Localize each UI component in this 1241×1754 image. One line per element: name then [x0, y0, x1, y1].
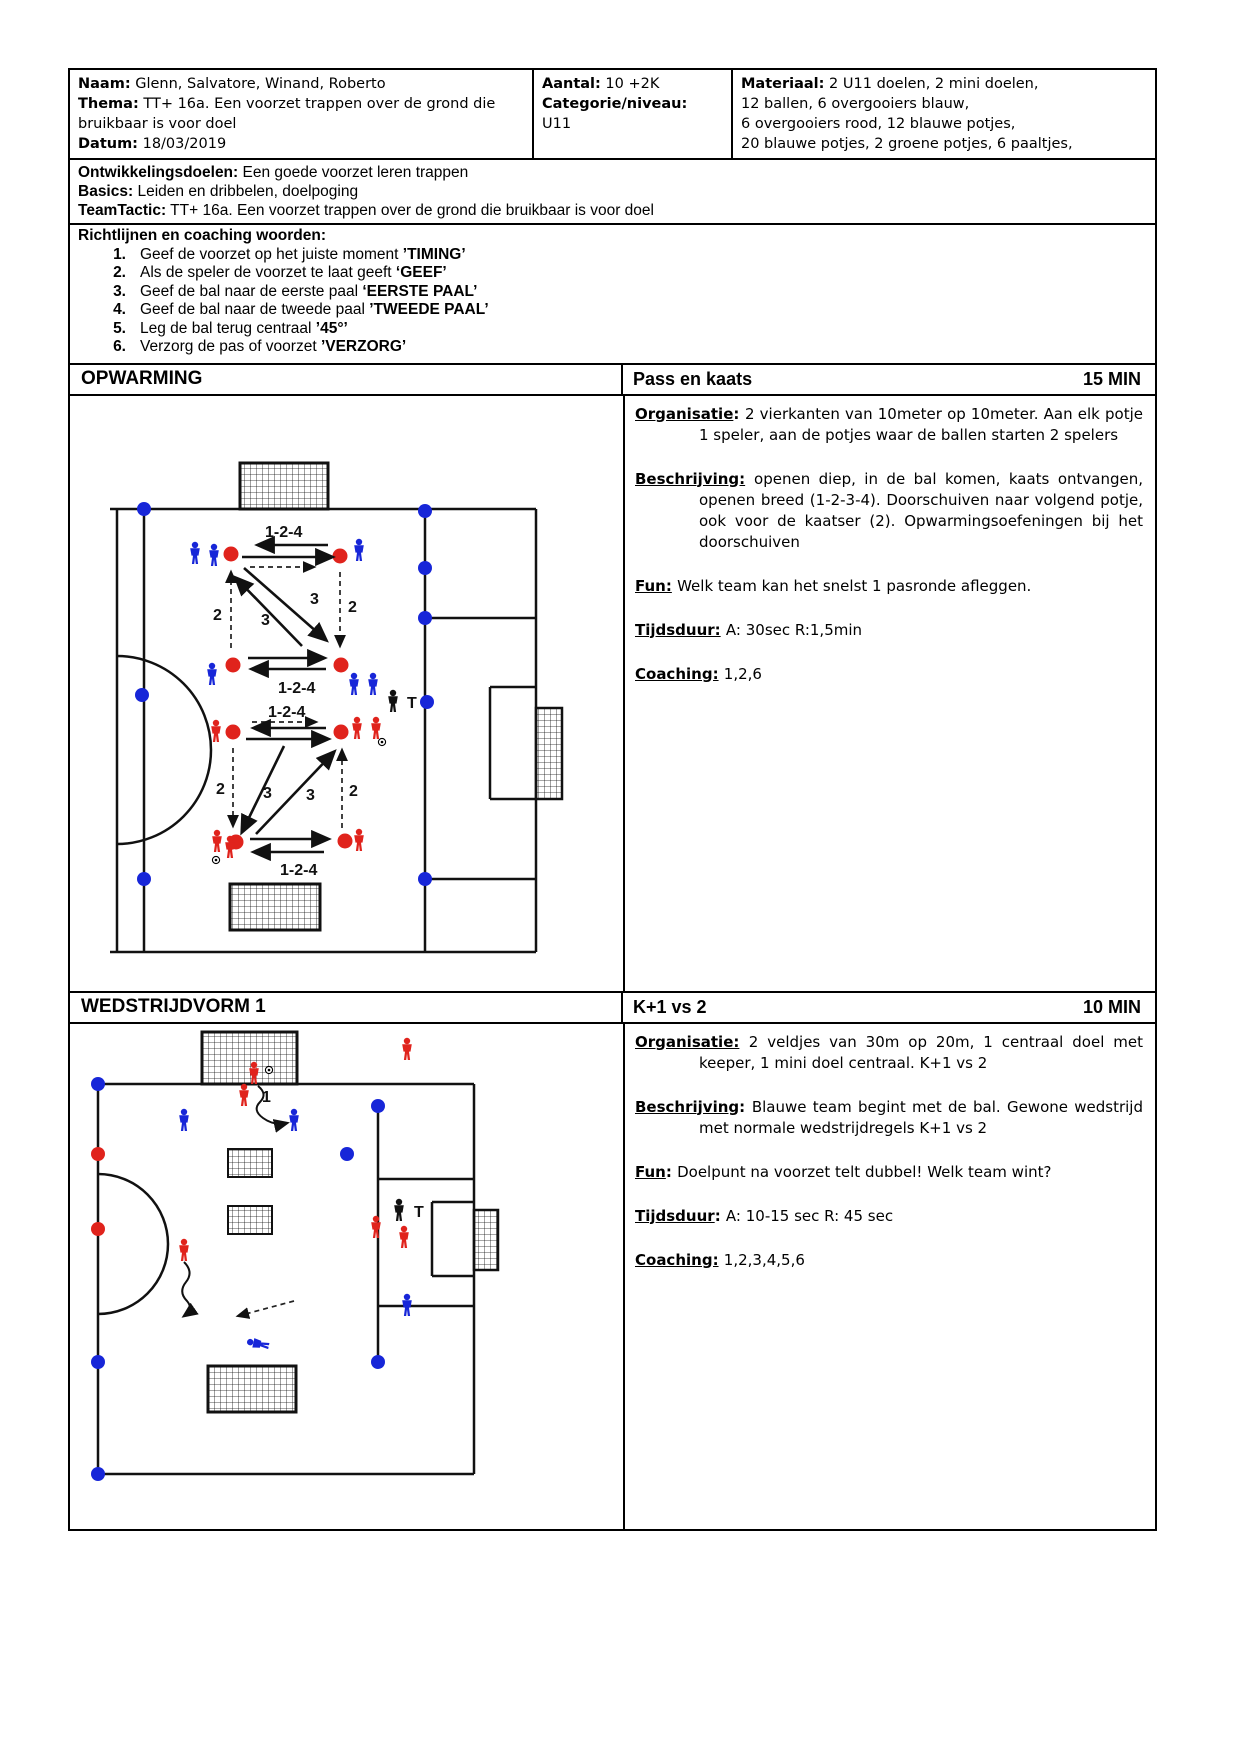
opwarming-diagram-cell	[70, 396, 625, 991]
trainer-label: T	[407, 694, 417, 712]
ball-icon	[378, 738, 385, 745]
goal-top	[240, 463, 328, 509]
move-number: 2	[213, 606, 222, 624]
dribble-paths	[182, 1086, 294, 1316]
guideline-item: 2. Als de speler de voorzet te laat geeft ‘GEEF’	[113, 264, 447, 281]
naam-label: Naam:	[78, 76, 131, 92]
fun-paragraph: Fun: Doelpunt na voorzet telt dubbel! Welk team wint?	[635, 1162, 1052, 1181]
field-lines	[110, 509, 536, 952]
exercise-name: K+1 vs 2	[633, 996, 707, 1017]
header-material-cell	[733, 70, 1155, 158]
categorie-label: Categorie/niveau:	[542, 96, 688, 112]
goal-right	[536, 708, 562, 799]
datum-value: 18/03/2019	[137, 136, 227, 152]
training-plan-document	[68, 68, 1157, 1531]
fun-paragraph: Fun: Welk team kan het snelst 1 pasronde afleggen.	[635, 576, 1032, 595]
move-number: 3	[263, 784, 272, 802]
materiaal-label: Materiaal:	[741, 76, 825, 92]
organisatie-paragraph: Organisatie: 2 veldjes van 30m op 20m, 1 centraal doel met keeper, 1 mini doel centraal. K+1 vs 2	[635, 1032, 1144, 1072]
move-number: 3	[310, 590, 319, 608]
guideline-item: 4. Geef de bal naar de tweede paal ’TWEEDE PAAL’	[113, 301, 489, 318]
datum-label: Datum:	[78, 136, 138, 152]
move-number: 2	[348, 598, 357, 616]
trainer-figure	[388, 689, 398, 711]
section2-exercise-header	[623, 993, 1155, 1022]
naam-value: Glenn, Salvatore, Winand, Roberto	[130, 76, 386, 92]
materiaal-line-3: 20 blauwe potjes, 2 groene potjes, 6 paaltjes,	[741, 136, 1073, 152]
sequence-label: 1-2-4	[278, 679, 316, 697]
sequence-label: 1-2-4	[280, 861, 318, 879]
section1-body	[70, 396, 1155, 993]
guideline-item: 1. Geef de voorzet op het juiste moment ’TIMING’	[113, 245, 466, 263]
mini-goal	[228, 1206, 272, 1234]
section2-title: WEDSTRIJDVORM 1	[70, 993, 623, 1022]
tijdsduur-paragraph: Tijdsduur: A: 30sec R:1,5min	[635, 620, 863, 639]
header-name-theme-cell	[70, 70, 534, 158]
section1-title: OPWARMING	[70, 365, 623, 394]
basics-line: Basics: Leiden en dribbelen, doelpoging	[78, 183, 359, 200]
mini-goal	[228, 1149, 272, 1177]
tijdsduur-paragraph: Tijdsduur: A: 10-15 sec R: 45 sec	[635, 1206, 894, 1225]
goal-top	[202, 1032, 297, 1084]
guideline-item: 6. Verzorg de pas of voorzet ’VERZORG’	[113, 338, 407, 355]
ball-icon	[265, 1066, 272, 1073]
diagram-labels	[213, 524, 358, 879]
wedstrijdvorm-diagram	[70, 1024, 623, 1529]
pass-arrows-bottom-square	[233, 722, 342, 852]
move-number: 2	[349, 782, 358, 800]
beschrijving-paragraph: Beschrijving: openen diep, in de bal komen, kaats ontvangen, openen breed (1-2-3-4). Doorschuiven naar volgend potje, ook voor de kaatser (2). Opwarmingsoefeningen bij het doorschuiven	[635, 469, 1143, 551]
section1-exercise-header	[623, 365, 1155, 394]
header-count-category-cell	[534, 70, 733, 158]
exercise-name: Pass en kaats	[633, 368, 753, 389]
wedstrijdvorm-text-cell	[625, 1024, 1155, 1529]
opwarming-diagram	[70, 396, 623, 991]
aantal-label: Aantal:	[542, 76, 601, 92]
trainer-label: T	[414, 1203, 424, 1221]
move-number: 3	[306, 786, 315, 804]
guidelines-row	[70, 225, 1155, 365]
move-number: 2	[216, 780, 225, 798]
beschrijving-paragraph: Beschrijving: Blauwe team begint met de bal. Gewone wedstrijd met normale wedstrijdregels K+1 vs 2	[635, 1097, 1143, 1137]
pass-arrows-top-square	[231, 545, 340, 669]
duration-badge: 10 MIN	[1082, 996, 1141, 1017]
goal-bottom	[208, 1366, 296, 1412]
move-number: 3	[261, 611, 270, 629]
wedstrijdvorm-diagram-cell	[70, 1024, 625, 1529]
blue-marker-dots	[91, 1077, 385, 1481]
materiaal-line-0: 2 U11 doelen, 2 mini doelen,	[824, 76, 1039, 92]
red-cones	[224, 546, 353, 849]
guideline-item: 5. Leg de bal terug centraal ’45°’	[113, 319, 348, 337]
section-opwarming	[70, 365, 1155, 993]
guidelines-title: Richtlijnen en coaching woorden:	[78, 227, 327, 244]
categorie-value: U11	[542, 116, 572, 132]
ball-icon	[212, 856, 219, 863]
section2-body	[70, 1024, 1155, 1529]
duration-badge: 15 MIN	[1082, 368, 1141, 389]
keeper-number-label: 1	[262, 1088, 271, 1106]
teamtactic-line: TeamTactic: TT+ 16a. Een voorzet trappen over de grond die bruikbaar is voor doel	[78, 202, 654, 219]
organisatie-paragraph: Organisatie: 2 vierkanten van 10meter op 10meter. Aan elk potje 1 speler, aan de potjes waar de ballen starten 2 spelers	[635, 404, 1143, 444]
diving-keeper	[246, 1336, 270, 1350]
goal-right	[474, 1210, 498, 1270]
sequence-label: 1-2-4	[268, 703, 306, 721]
goal-bottom	[230, 884, 320, 930]
section-wedstrijdvorm	[70, 993, 1155, 1529]
section2-header	[70, 993, 1155, 1024]
ontwikkelingsdoelen-line: Ontwikkelingsdoelen: Een goede voorzet leren trappen	[78, 164, 469, 181]
sequence-label: 1-2-4	[265, 523, 303, 541]
materiaal-line-1: 12 ballen, 6 overgooiers blauw,	[741, 96, 970, 112]
section1-header	[70, 365, 1155, 396]
header-row	[70, 70, 1155, 160]
guideline-item: 3. Geef de bal naar de eerste paal ‘EERSTE PAAL’	[113, 282, 478, 300]
coaching-paragraph: Coaching: 1,2,3,4,5,6	[635, 1250, 805, 1269]
thema-label: Thema:	[78, 96, 139, 112]
opwarming-text-cell	[625, 396, 1155, 991]
thema-value: TT+ 16a. Een voorzet trappen over de grond die bruikbaar is voor doel	[78, 96, 496, 132]
trainer-figure	[394, 1198, 404, 1220]
aantal-value: 10 +2K	[600, 76, 660, 92]
materiaal-line-2: 6 overgooiers rood, 12 blauwe potjes,	[741, 116, 1016, 132]
field-lines	[98, 1084, 474, 1474]
coaching-paragraph: Coaching: 1,2,6	[635, 664, 762, 683]
goals-row	[70, 160, 1155, 225]
